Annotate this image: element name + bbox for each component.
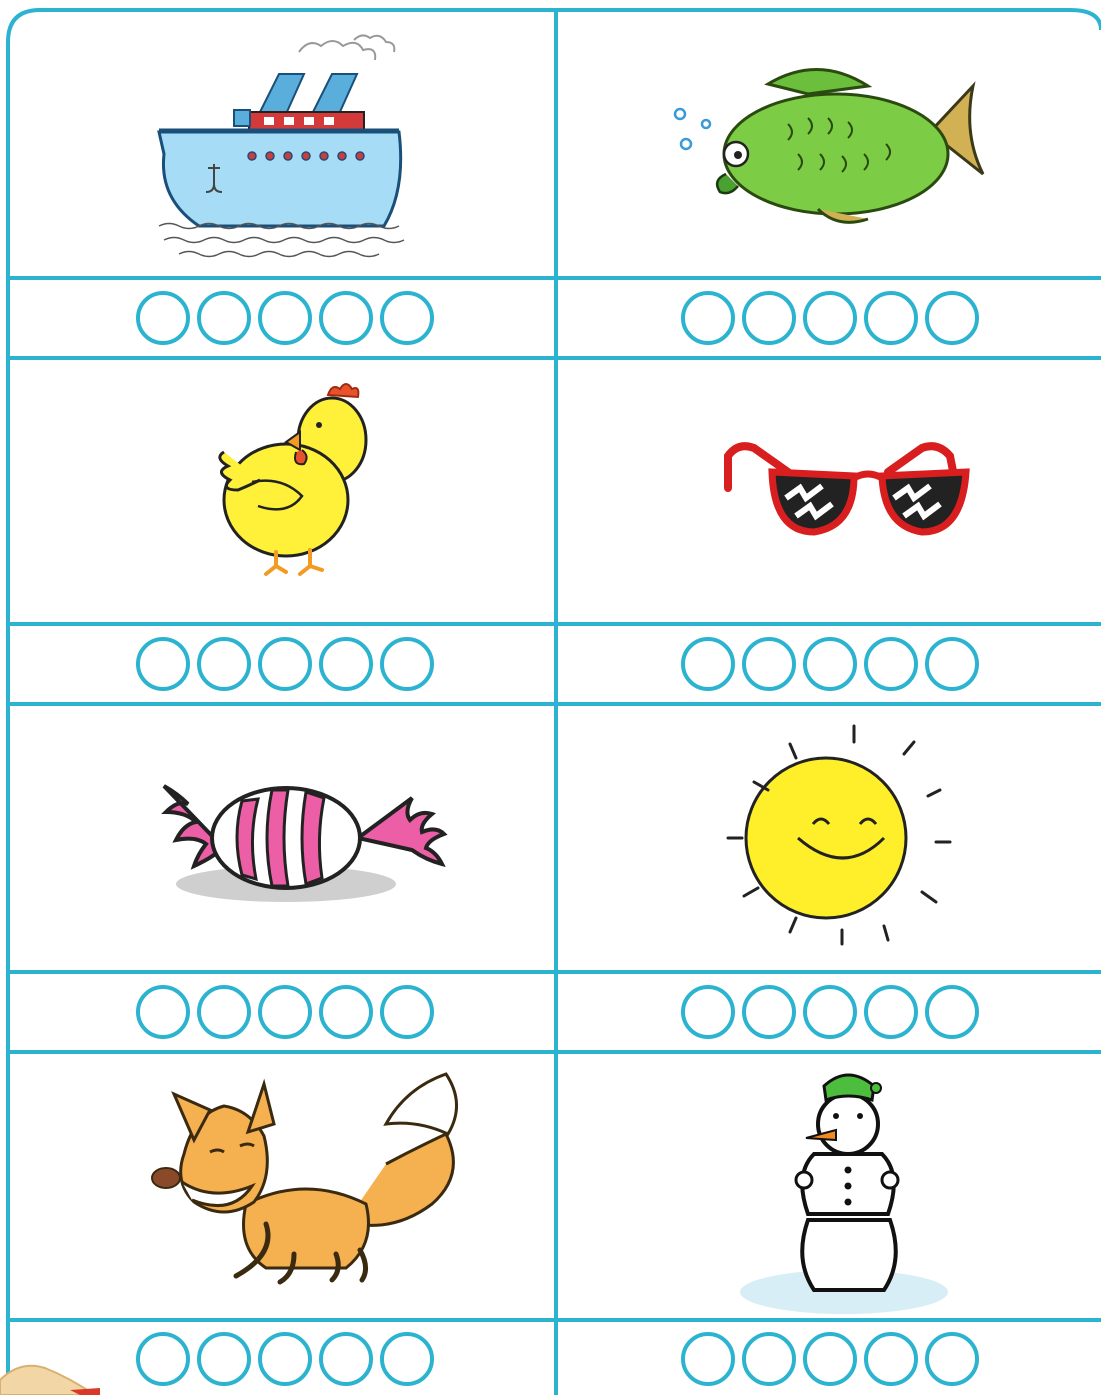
letter-circle[interactable]	[864, 291, 918, 345]
letter-circle[interactable]	[864, 1332, 918, 1386]
picture-cell-chick	[14, 360, 555, 622]
letter-circles-row-1	[14, 280, 555, 356]
letter-circle[interactable]	[742, 637, 796, 691]
letter-circle[interactable]	[136, 291, 190, 345]
corner-decoration-icon	[0, 1360, 100, 1395]
picture-cell-sun	[558, 706, 1101, 970]
letter-circles-row-4-right	[558, 1322, 1101, 1395]
letter-circle[interactable]	[742, 1332, 796, 1386]
fish-icon	[558, 14, 1101, 276]
letter-circle[interactable]	[864, 985, 918, 1039]
letter-circles-row-1-right	[558, 280, 1101, 356]
letter-circle[interactable]	[319, 985, 373, 1039]
letter-circles-row-2-right	[558, 626, 1101, 702]
picture-cell-fish	[558, 14, 1101, 276]
letter-circle[interactable]	[258, 985, 312, 1039]
letter-circle[interactable]	[803, 291, 857, 345]
picture-cell-fox	[14, 1054, 555, 1318]
letter-circles-row-3	[14, 974, 555, 1050]
letter-circle[interactable]	[681, 985, 735, 1039]
letter-circle[interactable]	[380, 291, 434, 345]
letter-circles-row-2	[14, 626, 555, 702]
letter-circle[interactable]	[319, 637, 373, 691]
snowman-icon	[558, 1054, 1101, 1318]
chick-icon	[14, 360, 555, 622]
letter-circle[interactable]	[197, 985, 251, 1039]
letter-circle[interactable]	[681, 291, 735, 345]
letter-circle[interactable]	[380, 1332, 434, 1386]
steamship-icon	[14, 14, 555, 276]
letter-circle[interactable]	[258, 637, 312, 691]
letter-circle[interactable]	[925, 637, 979, 691]
letter-circle[interactable]	[136, 637, 190, 691]
letter-circle[interactable]	[925, 985, 979, 1039]
fox-icon	[14, 1054, 555, 1318]
letter-circle[interactable]	[197, 291, 251, 345]
letter-circle[interactable]	[319, 1332, 373, 1386]
letter-circle[interactable]	[864, 637, 918, 691]
letter-circle[interactable]	[803, 637, 857, 691]
letter-circle[interactable]	[197, 637, 251, 691]
letter-circle[interactable]	[380, 985, 434, 1039]
picture-cell-ship	[14, 14, 555, 276]
letter-circle[interactable]	[258, 291, 312, 345]
letter-circle[interactable]	[742, 985, 796, 1039]
letter-circle[interactable]	[803, 985, 857, 1039]
letter-circle[interactable]	[681, 1332, 735, 1386]
picture-cell-candy	[14, 706, 555, 970]
letter-circle[interactable]	[925, 291, 979, 345]
letter-circle[interactable]	[258, 1332, 312, 1386]
picture-cell-sunglasses	[558, 360, 1101, 622]
candy-icon	[14, 706, 555, 970]
letter-circle[interactable]	[197, 1332, 251, 1386]
sunglasses-icon	[558, 360, 1101, 622]
letter-circle[interactable]	[925, 1332, 979, 1386]
letter-circle[interactable]	[319, 291, 373, 345]
letter-circle[interactable]	[136, 1332, 190, 1386]
letter-circle[interactable]	[742, 291, 796, 345]
smiling-sun-icon	[558, 706, 1101, 970]
letter-circle[interactable]	[380, 637, 434, 691]
letter-circle[interactable]	[803, 1332, 857, 1386]
letter-circle[interactable]	[136, 985, 190, 1039]
letter-circles-row-3-right	[558, 974, 1101, 1050]
letter-circle[interactable]	[681, 637, 735, 691]
picture-cell-snowman	[558, 1054, 1101, 1318]
